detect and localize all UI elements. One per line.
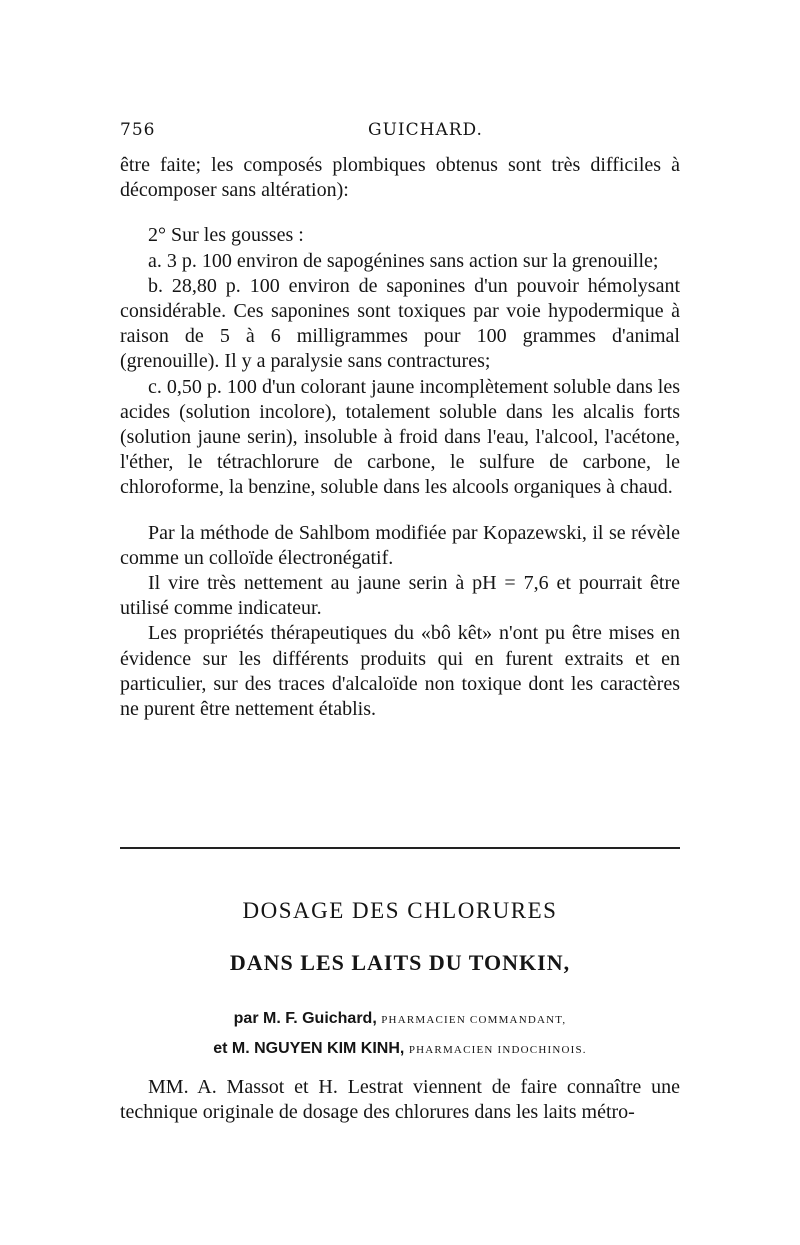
author-line-1 [120, 1010, 680, 1028]
item-a: a. 3 p. 100 environ de sapogénines sans action sur la grenouille; [148, 249, 659, 272]
properties-paragraph: Les propriétés thérapeutiques du «bô kêt» n'ont pu être mises en évidence sur les différents produits qui en furent extraits et en particulier, sur des traces d'alcaloïde non toxique dont les caractères ne purent être nettement établis. [120, 622, 680, 721]
section-divider [120, 847, 680, 849]
article-title-line-1: DOSAGE DES CHLORURES [242, 898, 558, 923]
author-line-2 [120, 1040, 680, 1058]
intro-paragraph: être faite; les composés plombiques obtenus sont très difficiles à décomposer sans altération): [120, 154, 680, 202]
author-2-name: et M. NGUYEN KIM KINH, [213, 1040, 405, 1057]
running-title: GUICHARD. [368, 120, 483, 140]
opening-paragraph: MM. A. Massot et H. Lestrat viennent de faire connaître une technique originale de dosage des chlorures dans les laits métro- [120, 1076, 680, 1124]
pods-heading: 2° Sur les gousses : [148, 224, 304, 247]
author-1-name: par M. F. Guichard, [233, 1010, 377, 1027]
sahlbom-paragraph: Par la méthode de Sahlbom modifiée par Kopazewski, il se révèle comme un colloïde électronégatif. [120, 521, 680, 569]
article-opening [120, 1075, 680, 1125]
article-title-line-2: DANS LES LAITS DU TONKIN, [229, 950, 571, 975]
author-2-title: PHARMACIEN INDOCHINOIS. [408, 1044, 587, 1056]
main-text [120, 153, 680, 722]
author-1-title: PHARMACIEN COMMANDANT, [381, 1014, 567, 1026]
item-b: b. 28,80 p. 100 environ de saponines d'un pouvoir hémolysant considérable. Ces saponines sont toxiques par voie hypodermique à raison de 5 à 6 milligrammes pour 100 grammes d'animal (grenouille). Il y a paralysie sans contractures; [120, 274, 680, 373]
ph-paragraph: Il vire très nettement au jaune serin à pH = 7,6 et pourrait être utilisé comme indicateur. [120, 572, 680, 620]
page-number: 756 [120, 120, 156, 140]
item-c: c. 0,50 p. 100 d'un colorant jaune incomplètement soluble dans les acides (solution incolore), totalement soluble dans les alcalis forts (solution jaune serin), insoluble à froid dans l'eau, l'alcool, l'acétone, l'éther, le tétrachlorure de carbone, le sulfure de carbone, le chloroforme, la benzine, soluble dans les alcools organiques à chaud. [120, 375, 680, 499]
